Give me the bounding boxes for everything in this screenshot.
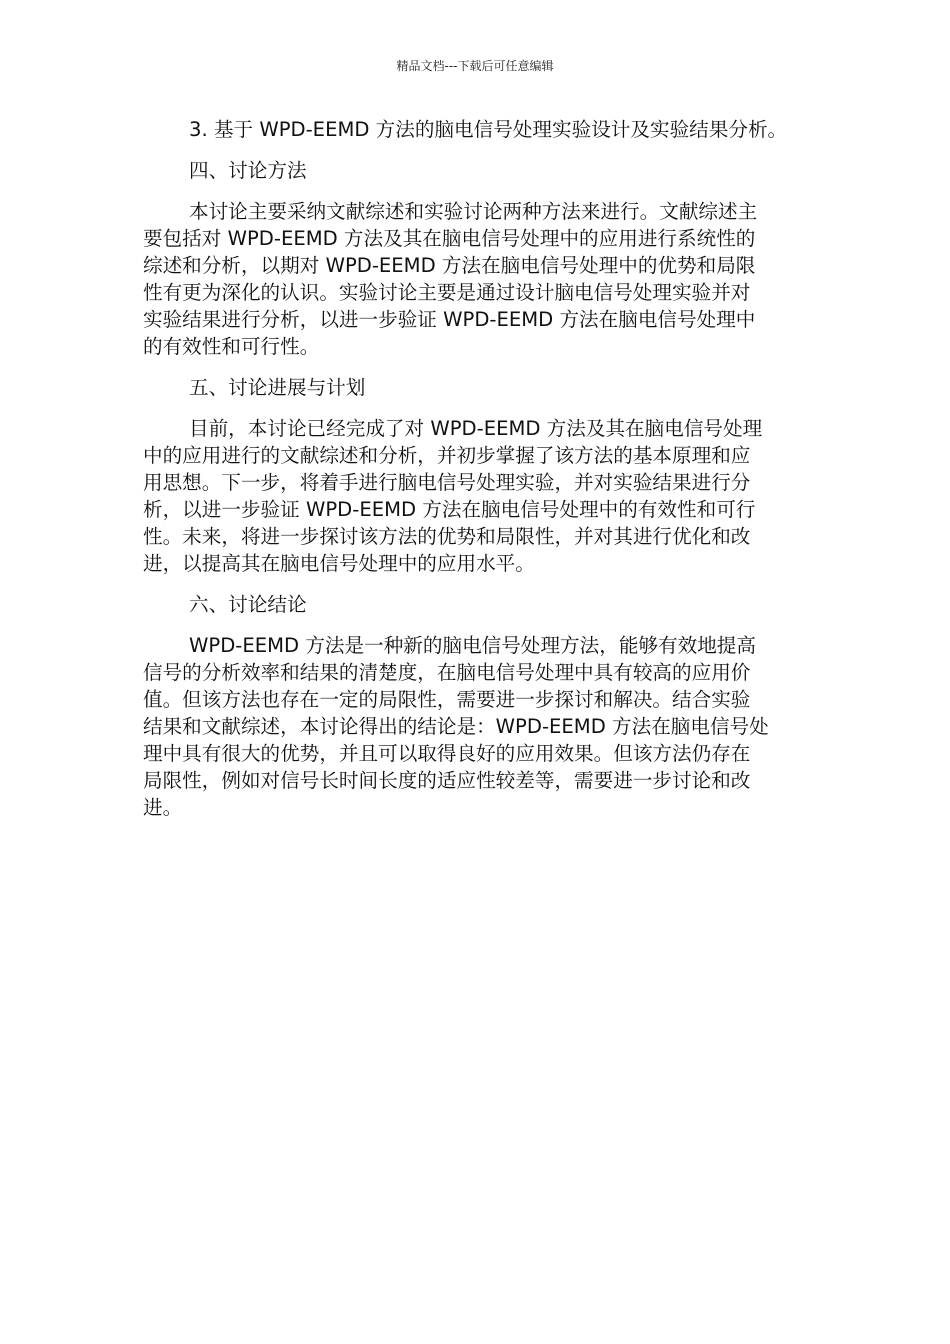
paragraph-method (143, 198, 807, 360)
paragraph-conclusion (143, 632, 807, 821)
paragraph-line: 信号的分析效率和结果的清楚度，在脑电信号处理中具有较高的应用价 (143, 661, 751, 684)
paragraph-line: 析，以进一步验证 WPD-EEMD 方法在脑电信号处理中的有效性和可行 (143, 498, 756, 521)
paragraph-line: 实验结果进行分析，以进一步验证 WPD-EEMD 方法在脑电信号处理中 (143, 308, 756, 331)
section-heading: 四、讨论方法 (189, 159, 307, 182)
section-heading-4 (143, 157, 807, 184)
paragraph-line: 值。但该方法也存在一定的局限性，需要进一步探讨和解决。结合实验 (143, 688, 751, 711)
paragraph-line: 结果和文献综述，本讨论得出的结论是：WPD-EEMD 方法在脑电信号处 (143, 715, 769, 738)
paragraph-line: 性。未来，将进一步探讨该方法的优势和局限性，并对其进行优化和改 (143, 525, 751, 548)
paragraph-line: 进。 (143, 796, 183, 819)
paragraph-line: 局限性，例如对信号长时间长度的适应性较差等，需要进一步讨论和改 (143, 769, 751, 792)
paragraph-line: WPD-EEMD 方法是一种新的脑电信号处理方法，能够有效地提高 (189, 634, 756, 657)
section-heading: 六、讨论结论 (189, 593, 307, 616)
section-heading: 五、讨论进展与计划 (189, 376, 366, 399)
paragraph-line: 性有更为深化的认识。实验讨论主要是通过设计脑电信号处理实验并对 (143, 281, 751, 304)
paragraph-line: 要包括对 WPD-EEMD 方法及其在脑电信号处理中的应用进行系统性的 (143, 227, 756, 250)
list-item-3 (143, 116, 807, 143)
section-heading-6 (143, 591, 807, 618)
paragraph-line: 综述和分析，以期对 WPD-EEMD 方法在脑电信号处理中的优势和局限 (143, 254, 756, 277)
paragraph-line: 中的应用进行的文献综述和分析，并初步掌握了该方法的基本原理和应 (143, 444, 751, 467)
paragraph-line: 的有效性和可行性。 (143, 335, 320, 358)
section-heading-5 (143, 374, 807, 401)
paragraph-line: 3. 基于 WPD-EEMD 方法的脑电信号处理实验设计及实验结果分析。 (189, 118, 788, 141)
paragraph-progress (143, 415, 807, 577)
paragraph-line: 用思想。下一步，将着手进行脑电信号处理实验，并对实验结果进行分 (143, 471, 751, 494)
page-header: 精品文档---下载后可任意编辑 (396, 59, 554, 73)
paragraph-line: 理中具有很大的优势，并且可以取得良好的应用效果。但该方法仍存在 (143, 742, 751, 765)
paragraph-line: 本讨论主要采纳文献综述和实验讨论两种方法来进行。文献综述主 (189, 200, 758, 223)
paragraph-line: 目前，本讨论已经完成了对 WPD-EEMD 方法及其在脑电信号处理 (189, 417, 763, 440)
document-body (143, 116, 807, 821)
paragraph-line: 进，以提高其在脑电信号处理中的应用水平。 (143, 552, 535, 575)
